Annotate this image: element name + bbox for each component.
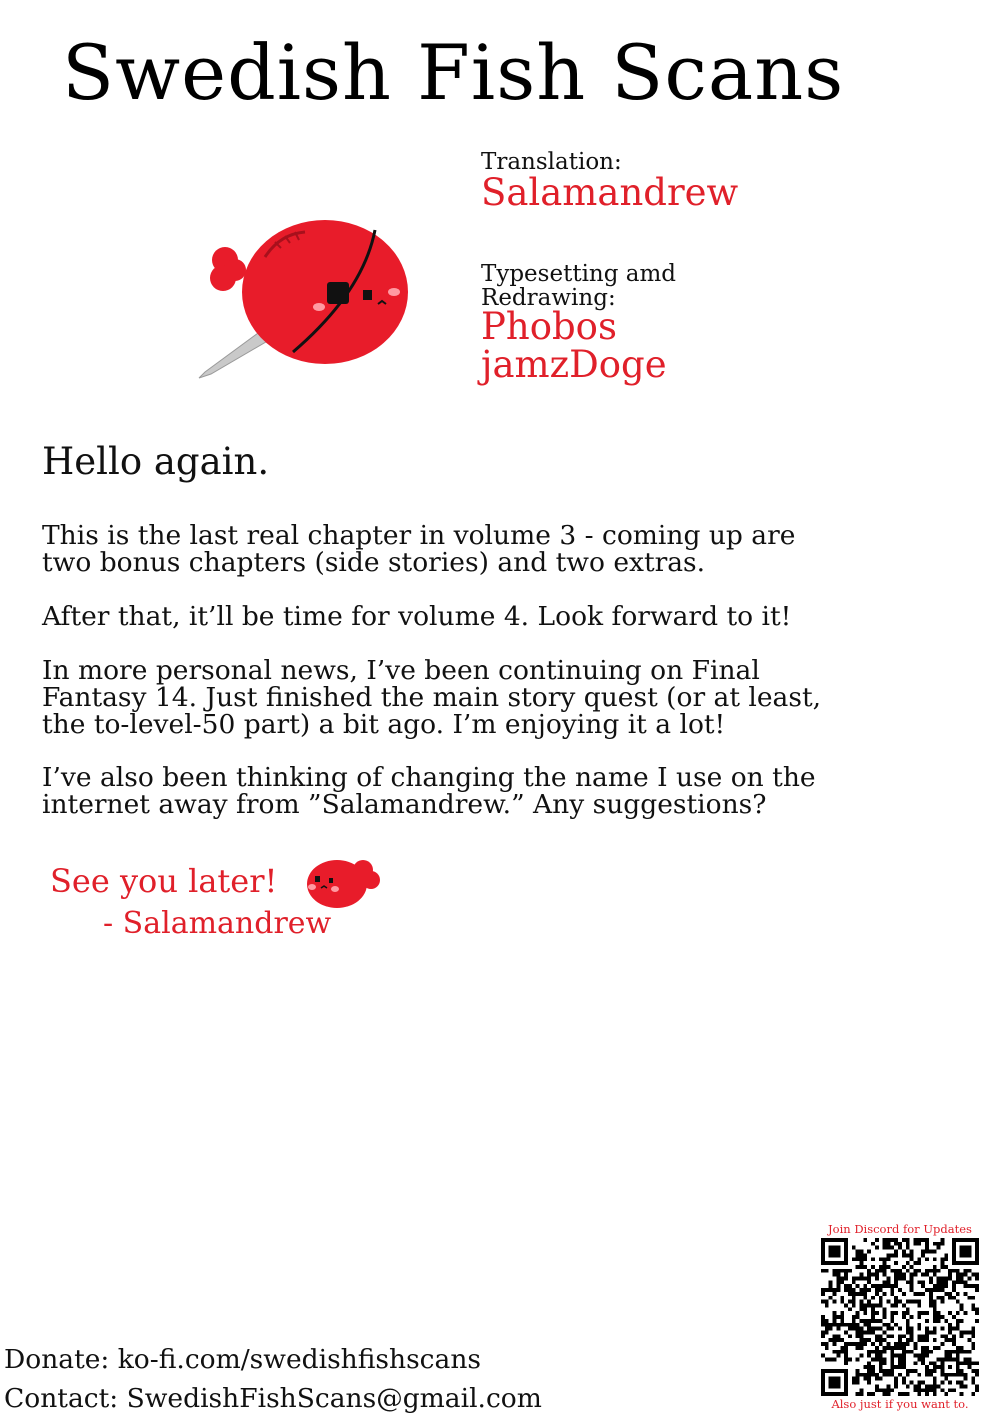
- paragraph-2: [42, 603, 942, 630]
- signoff: See you later!: [50, 862, 278, 900]
- paragraph-1: [42, 522, 942, 576]
- discord-qr-code[interactable]: [820, 1238, 980, 1396]
- typesetting-label-line2: Redrawing:: [481, 285, 616, 311]
- typesetter-name-2: jamzDoge: [481, 343, 667, 386]
- greeting: Hello again.: [42, 440, 270, 483]
- typesetter-name-1: Phobos: [481, 305, 617, 348]
- translator-name: Salamandrew: [481, 171, 739, 214]
- typesetting-label-line1: Typesetting amd: [481, 261, 677, 287]
- paragraph-3: [42, 657, 942, 738]
- signature: - Salamandrew: [103, 906, 332, 941]
- paragraph-line: Fantasy 14. Just finished the main story quest (or at least,: [42, 682, 822, 713]
- paragraph-line: This is the last real chapter in volume 3 - coming up are: [42, 520, 796, 551]
- fish-mascot-icon: [195, 212, 415, 382]
- paragraph-line: the to-level-50 part) a bit ago. I’m enjoying it a lot!: [42, 709, 726, 740]
- page-title: Swedish Fish Scans: [62, 28, 845, 117]
- paragraph-line: In more personal news, I’ve been continuing on Final: [42, 655, 760, 686]
- paragraph-line: I’ve also been thinking of changing the name I use on the: [42, 762, 816, 793]
- translation-label: Translation:: [481, 149, 622, 175]
- paragraph-4: [42, 764, 942, 818]
- paragraph-line: After that, it’ll be time for volume 4. Look forward to it!: [42, 601, 792, 632]
- paragraph-line: two bonus chapters (side stories) and two extras.: [42, 547, 706, 578]
- donate-link[interactable]: Donate: ko-fi.com/swedishfishscans: [4, 1344, 481, 1375]
- small-fish-mascot-icon: [305, 852, 380, 910]
- qr-caption-bottom: Also just if you want to.: [831, 1397, 969, 1411]
- paragraph-line: internet away from ”Salamandrew.” Any suggestions?: [42, 789, 767, 820]
- contact-email[interactable]: Contact: SwedishFishScans@gmail.com: [4, 1383, 542, 1414]
- qr-caption-top: Join Discord for Updates: [828, 1222, 972, 1236]
